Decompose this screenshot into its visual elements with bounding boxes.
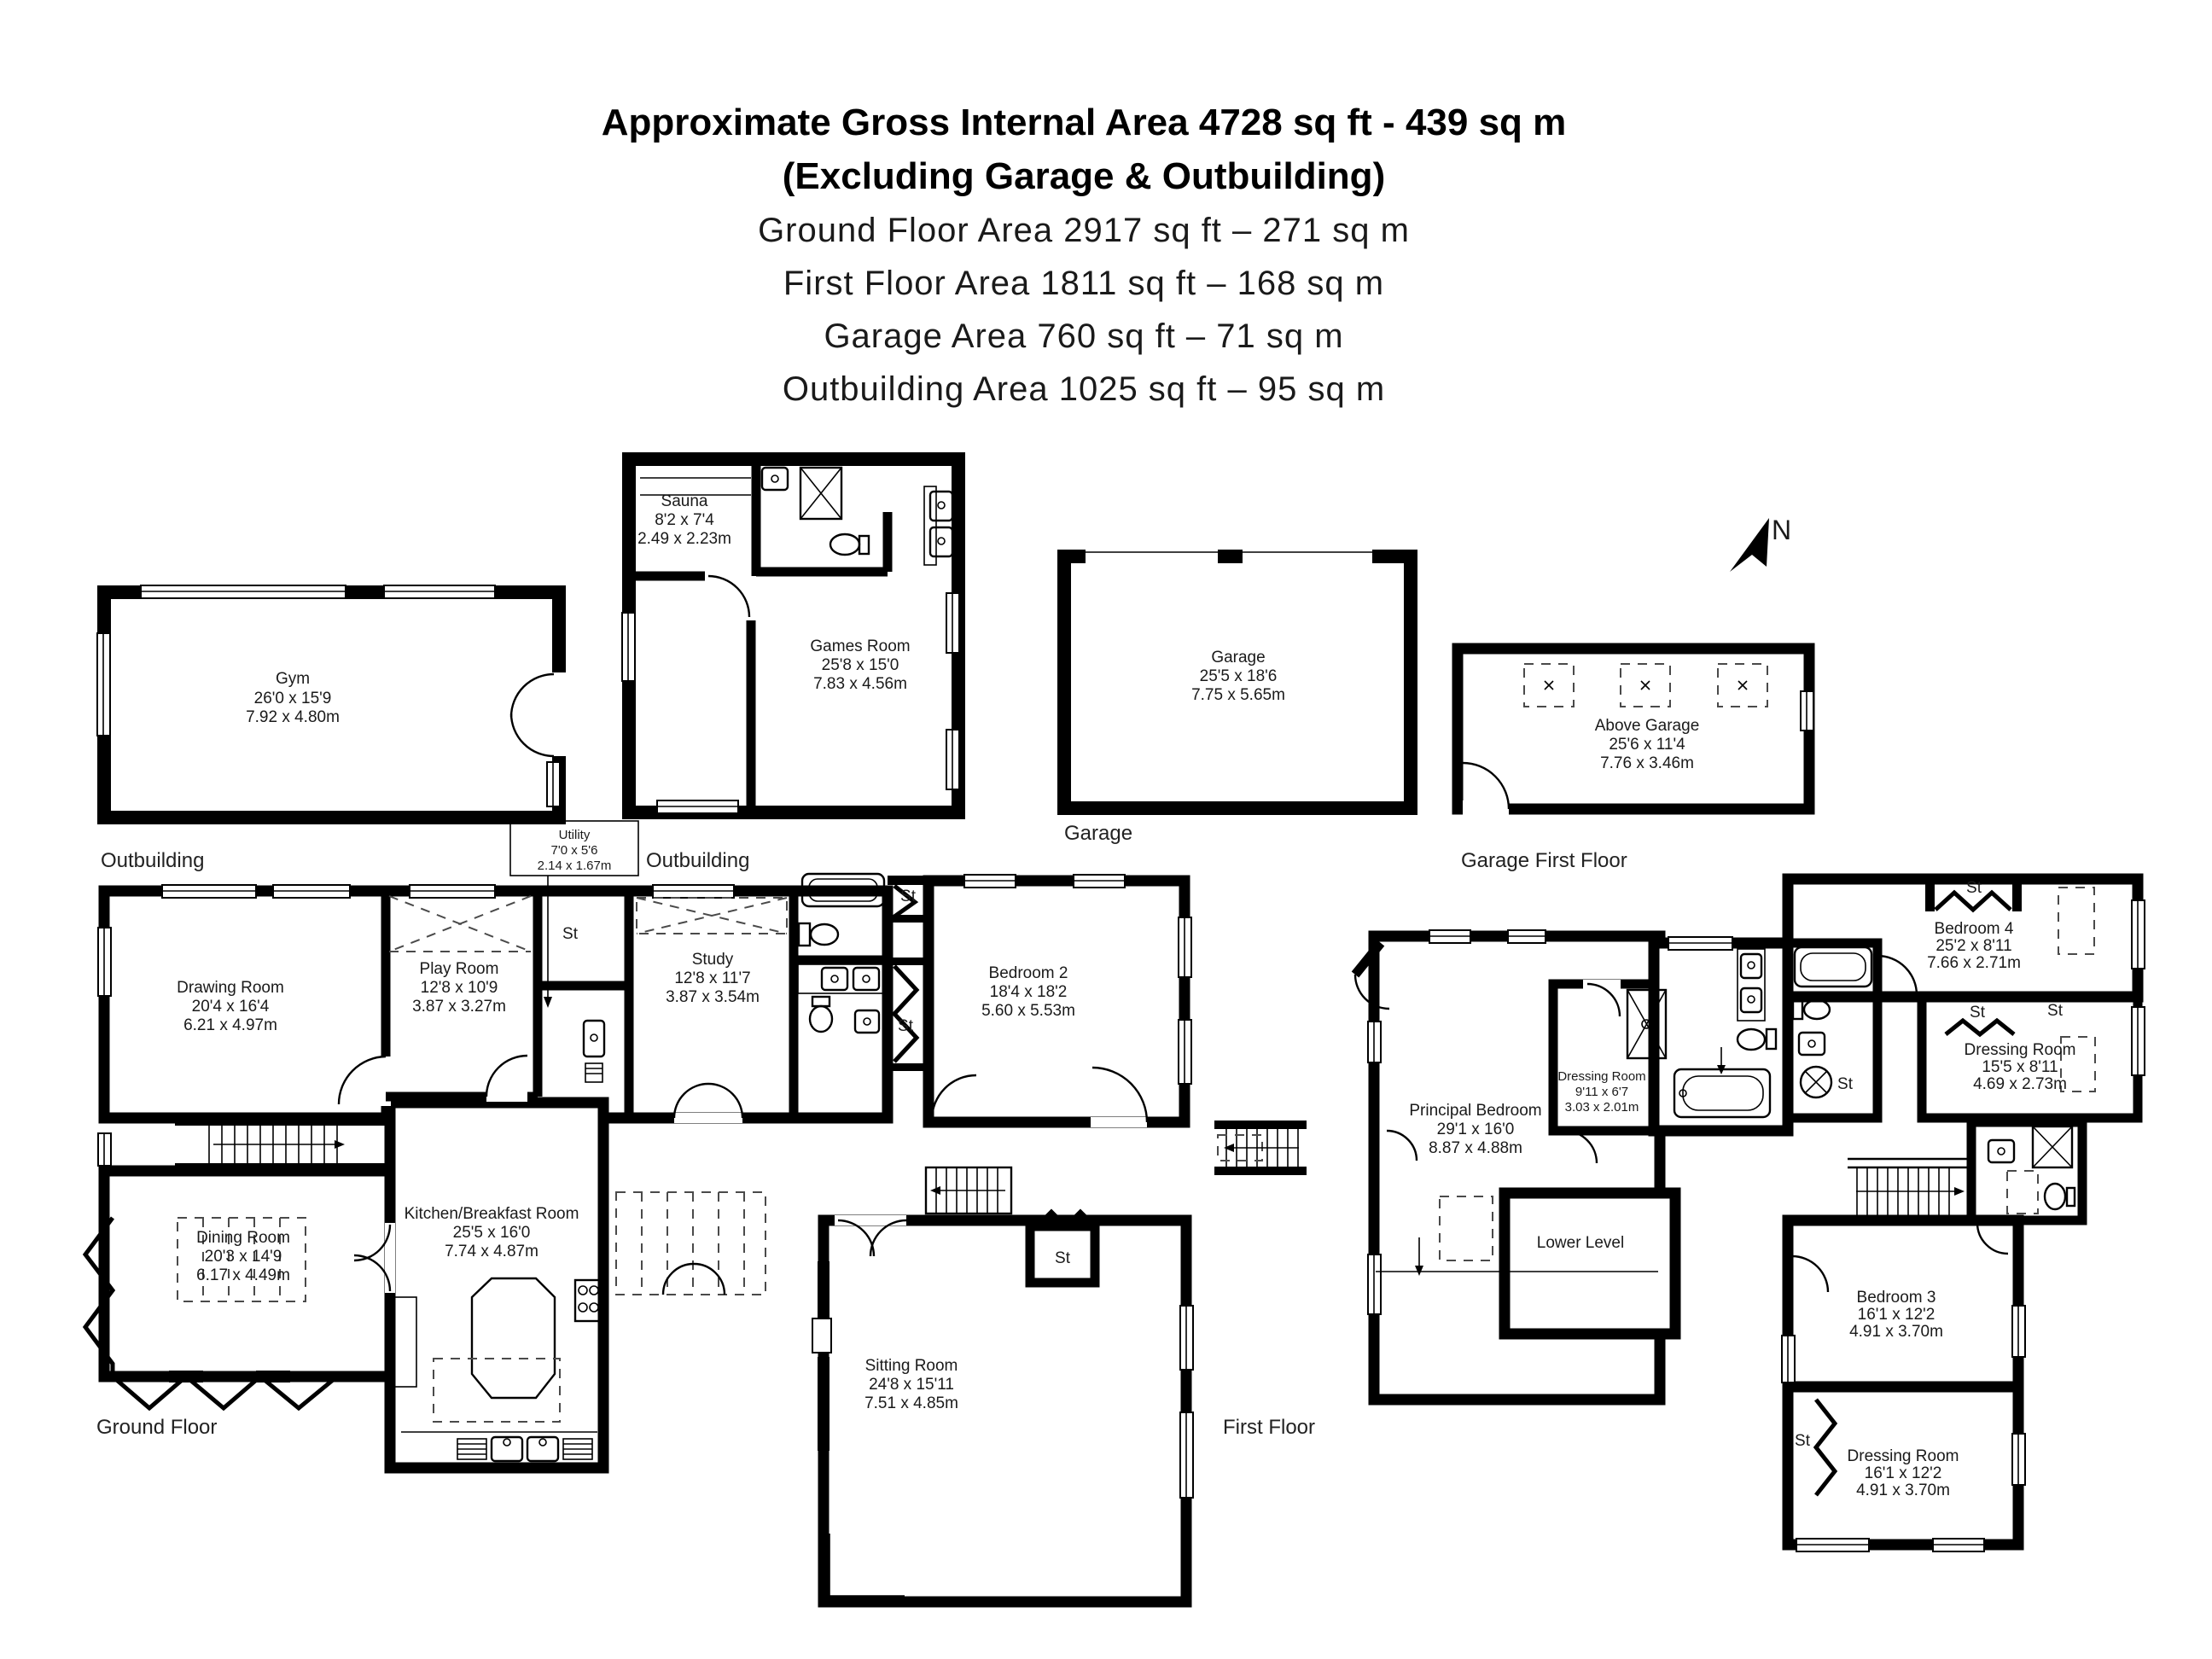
room-dims-metric: 7.83 x 4.56m — [813, 675, 907, 693]
toilet-icon — [1793, 1000, 1830, 1019]
room-dims-metric: 7.74 x 4.87m — [445, 1243, 538, 1260]
room-label-bedroom2: Bedroom 2 — [988, 964, 1068, 982]
gym-outbuilding-plan — [97, 585, 567, 872]
room-dims-metric: 4.91 x 3.70m — [1849, 1323, 1943, 1341]
room-dims-metric: 5.60 x 5.53m — [981, 1002, 1075, 1020]
floor-label-ground-floor: Ground Floor — [96, 1416, 218, 1439]
room-label-dressing-b3: Dressing Room — [1847, 1447, 1959, 1465]
title-line-1: Approximate Gross Internal Area 4728 sq ft - 439 sq m — [601, 102, 1567, 143]
room-label-utility: Utility — [558, 828, 591, 842]
room-dims-metric: 6.21 x 4.97m — [183, 1016, 277, 1034]
room-dims-imperial: 20'3 x 14'9 — [204, 1248, 282, 1266]
room-dims-imperial: 12'8 x 10'9 — [420, 979, 498, 997]
floor-label-garage: Garage — [1064, 822, 1133, 845]
room-label-gym: Gym — [275, 670, 311, 688]
room-dims-metric: 4.91 x 3.70m — [1856, 1481, 1950, 1499]
room-dims-imperial: 29'1 x 16'0 — [1436, 1121, 1515, 1138]
room-dims-imperial: 15'5 x 8'11 — [1982, 1058, 2058, 1076]
room-dims-metric: 2.49 x 2.23m — [637, 530, 731, 548]
room-dims-metric: 8.87 x 4.88m — [1429, 1139, 1522, 1157]
area-ground-floor: Ground Floor Area 2917 sq ft – 271 sq m — [758, 212, 1410, 249]
floor-label-garage-first-floor: Garage First Floor — [1461, 849, 1627, 872]
room-dims-imperial: 25'2 x 8'11 — [1936, 937, 2012, 955]
room-dims-imperial: 25'5 x 16'0 — [452, 1224, 531, 1242]
storage-label: St — [1966, 879, 1982, 897]
room-label-study: Study — [691, 951, 734, 969]
room-label-principal: Principal Bedroom — [1409, 1102, 1542, 1120]
north-arrow-icon — [1730, 515, 1791, 572]
room-dims-metric: 3.03 x 2.01m — [1564, 1100, 1639, 1115]
room-dims-metric: 7.75 x 5.65m — [1191, 686, 1285, 704]
area-first-floor: First Floor Area 1811 sq ft – 168 sq m — [783, 265, 1385, 302]
storage-label: St — [898, 1017, 913, 1035]
storage-label: St — [1837, 1075, 1853, 1093]
floor-label-outbuilding-1: Outbuilding — [101, 849, 205, 872]
title-line-2: (Excluding Garage & Outbuilding) — [782, 155, 1386, 197]
storage-label: St — [1055, 1249, 1070, 1267]
room-dims-imperial: 16'1 x 12'2 — [1864, 1464, 1942, 1482]
room-label-bedroom4: Bedroom 4 — [1934, 920, 2014, 938]
above-garage-plan — [1458, 649, 1813, 872]
room-label-dining: Dining Room — [196, 1229, 290, 1247]
room-dims-imperial: 18'4 x 18'2 — [989, 983, 1068, 1001]
room-label-kitchen: Kitchen/Breakfast Room — [404, 1205, 579, 1223]
room-label-garage: Garage — [1211, 649, 1266, 667]
floor-label-outbuilding-2: Outbuilding — [646, 849, 750, 872]
room-dims-metric: 3.87 x 3.54m — [666, 988, 760, 1006]
sink-icon — [1799, 1033, 1825, 1055]
room-label-play: Play Room — [419, 960, 499, 978]
room-dims-metric: 7.76 x 3.46m — [1600, 754, 1694, 772]
room-dims-metric: 7.51 x 4.85m — [864, 1394, 958, 1412]
room-dims-imperial: 25'6 x 11'4 — [1609, 736, 1685, 754]
staircase — [1848, 1159, 1971, 1215]
room-dims-imperial: 25'5 x 18'6 — [1199, 667, 1278, 685]
sink-icon — [1988, 1140, 2014, 1162]
room-dims-imperial: 25'8 x 15'0 — [821, 656, 899, 674]
room-dims-imperial: 20'4 x 16'4 — [191, 998, 270, 1016]
room-label-dressing-b4: Dressing Room — [1964, 1041, 2076, 1059]
deck-area — [616, 1192, 765, 1295]
room-dims-metric: 4.69 x 2.73m — [1973, 1075, 2067, 1093]
storage-label: St — [2047, 1002, 2063, 1020]
room-dims-imperial: 24'8 x 15'11 — [869, 1376, 954, 1394]
north-label: N — [1772, 515, 1792, 545]
room-label-lower-level: Lower Level — [1536, 1234, 1625, 1252]
room-label-drawing: Drawing Room — [177, 979, 284, 997]
room-label-dressing-principal: Dressing Room — [1557, 1069, 1646, 1084]
door-arc — [694, 1264, 725, 1295]
storage-label: St — [1970, 1004, 1985, 1022]
ground-floor-plan — [85, 821, 1193, 1602]
room-dims-imperial: 9'11 x 6'7 — [1575, 1085, 1629, 1099]
garage-plan — [1064, 546, 1411, 845]
first-floor-plan — [1214, 879, 2145, 1551]
room-dims-imperial: 12'8 x 11'7 — [674, 969, 751, 987]
shower-icon — [2033, 1126, 2072, 1167]
room-label-games: Games Room — [810, 637, 911, 655]
extractor-icon — [1801, 1067, 1831, 1097]
room-dims-metric: 7.92 x 4.80m — [246, 708, 340, 726]
storage-label: St — [1795, 1432, 1810, 1450]
header — [602, 102, 1567, 408]
area-outbuilding: Outbuilding Area 1025 sq ft – 95 sq m — [782, 370, 1386, 408]
room-label-above-garage: Above Garage — [1594, 717, 1700, 735]
room-dims-imperial: 26'0 x 15'9 — [253, 690, 332, 707]
secondary-staircase — [926, 1167, 1011, 1214]
room-dims-imperial: 8'2 x 7'4 — [655, 511, 714, 529]
staircase — [175, 1115, 390, 1174]
room-dims-metric: 7.66 x 2.71m — [1927, 954, 2021, 972]
room-dims-imperial: 7'0 x 5'6 — [550, 843, 598, 858]
storage-label: St — [900, 888, 916, 905]
toilet-icon — [2045, 1184, 2075, 1209]
games-outbuilding-plan — [622, 459, 959, 872]
room-dims-metric: 6.17 x 4.49m — [196, 1266, 290, 1284]
room-label-sitting: Sitting Room — [864, 1357, 958, 1375]
staircase — [1214, 1121, 1307, 1175]
area-garage: Garage Area 760 sq ft – 71 sq m — [824, 317, 1344, 355]
floor-label-first-floor: First Floor — [1223, 1416, 1315, 1439]
closet-doors — [1946, 1021, 2014, 1034]
room-label-bedroom3: Bedroom 3 — [1856, 1289, 1936, 1307]
storage-label: St — [562, 925, 578, 943]
room-dims-imperial: 16'1 x 12'2 — [1857, 1306, 1936, 1324]
room-dims-metric: 3.87 x 3.27m — [412, 998, 506, 1016]
room-dims-metric: 2.14 x 1.67m — [537, 859, 612, 873]
room-label-sauna: Sauna — [661, 492, 708, 510]
